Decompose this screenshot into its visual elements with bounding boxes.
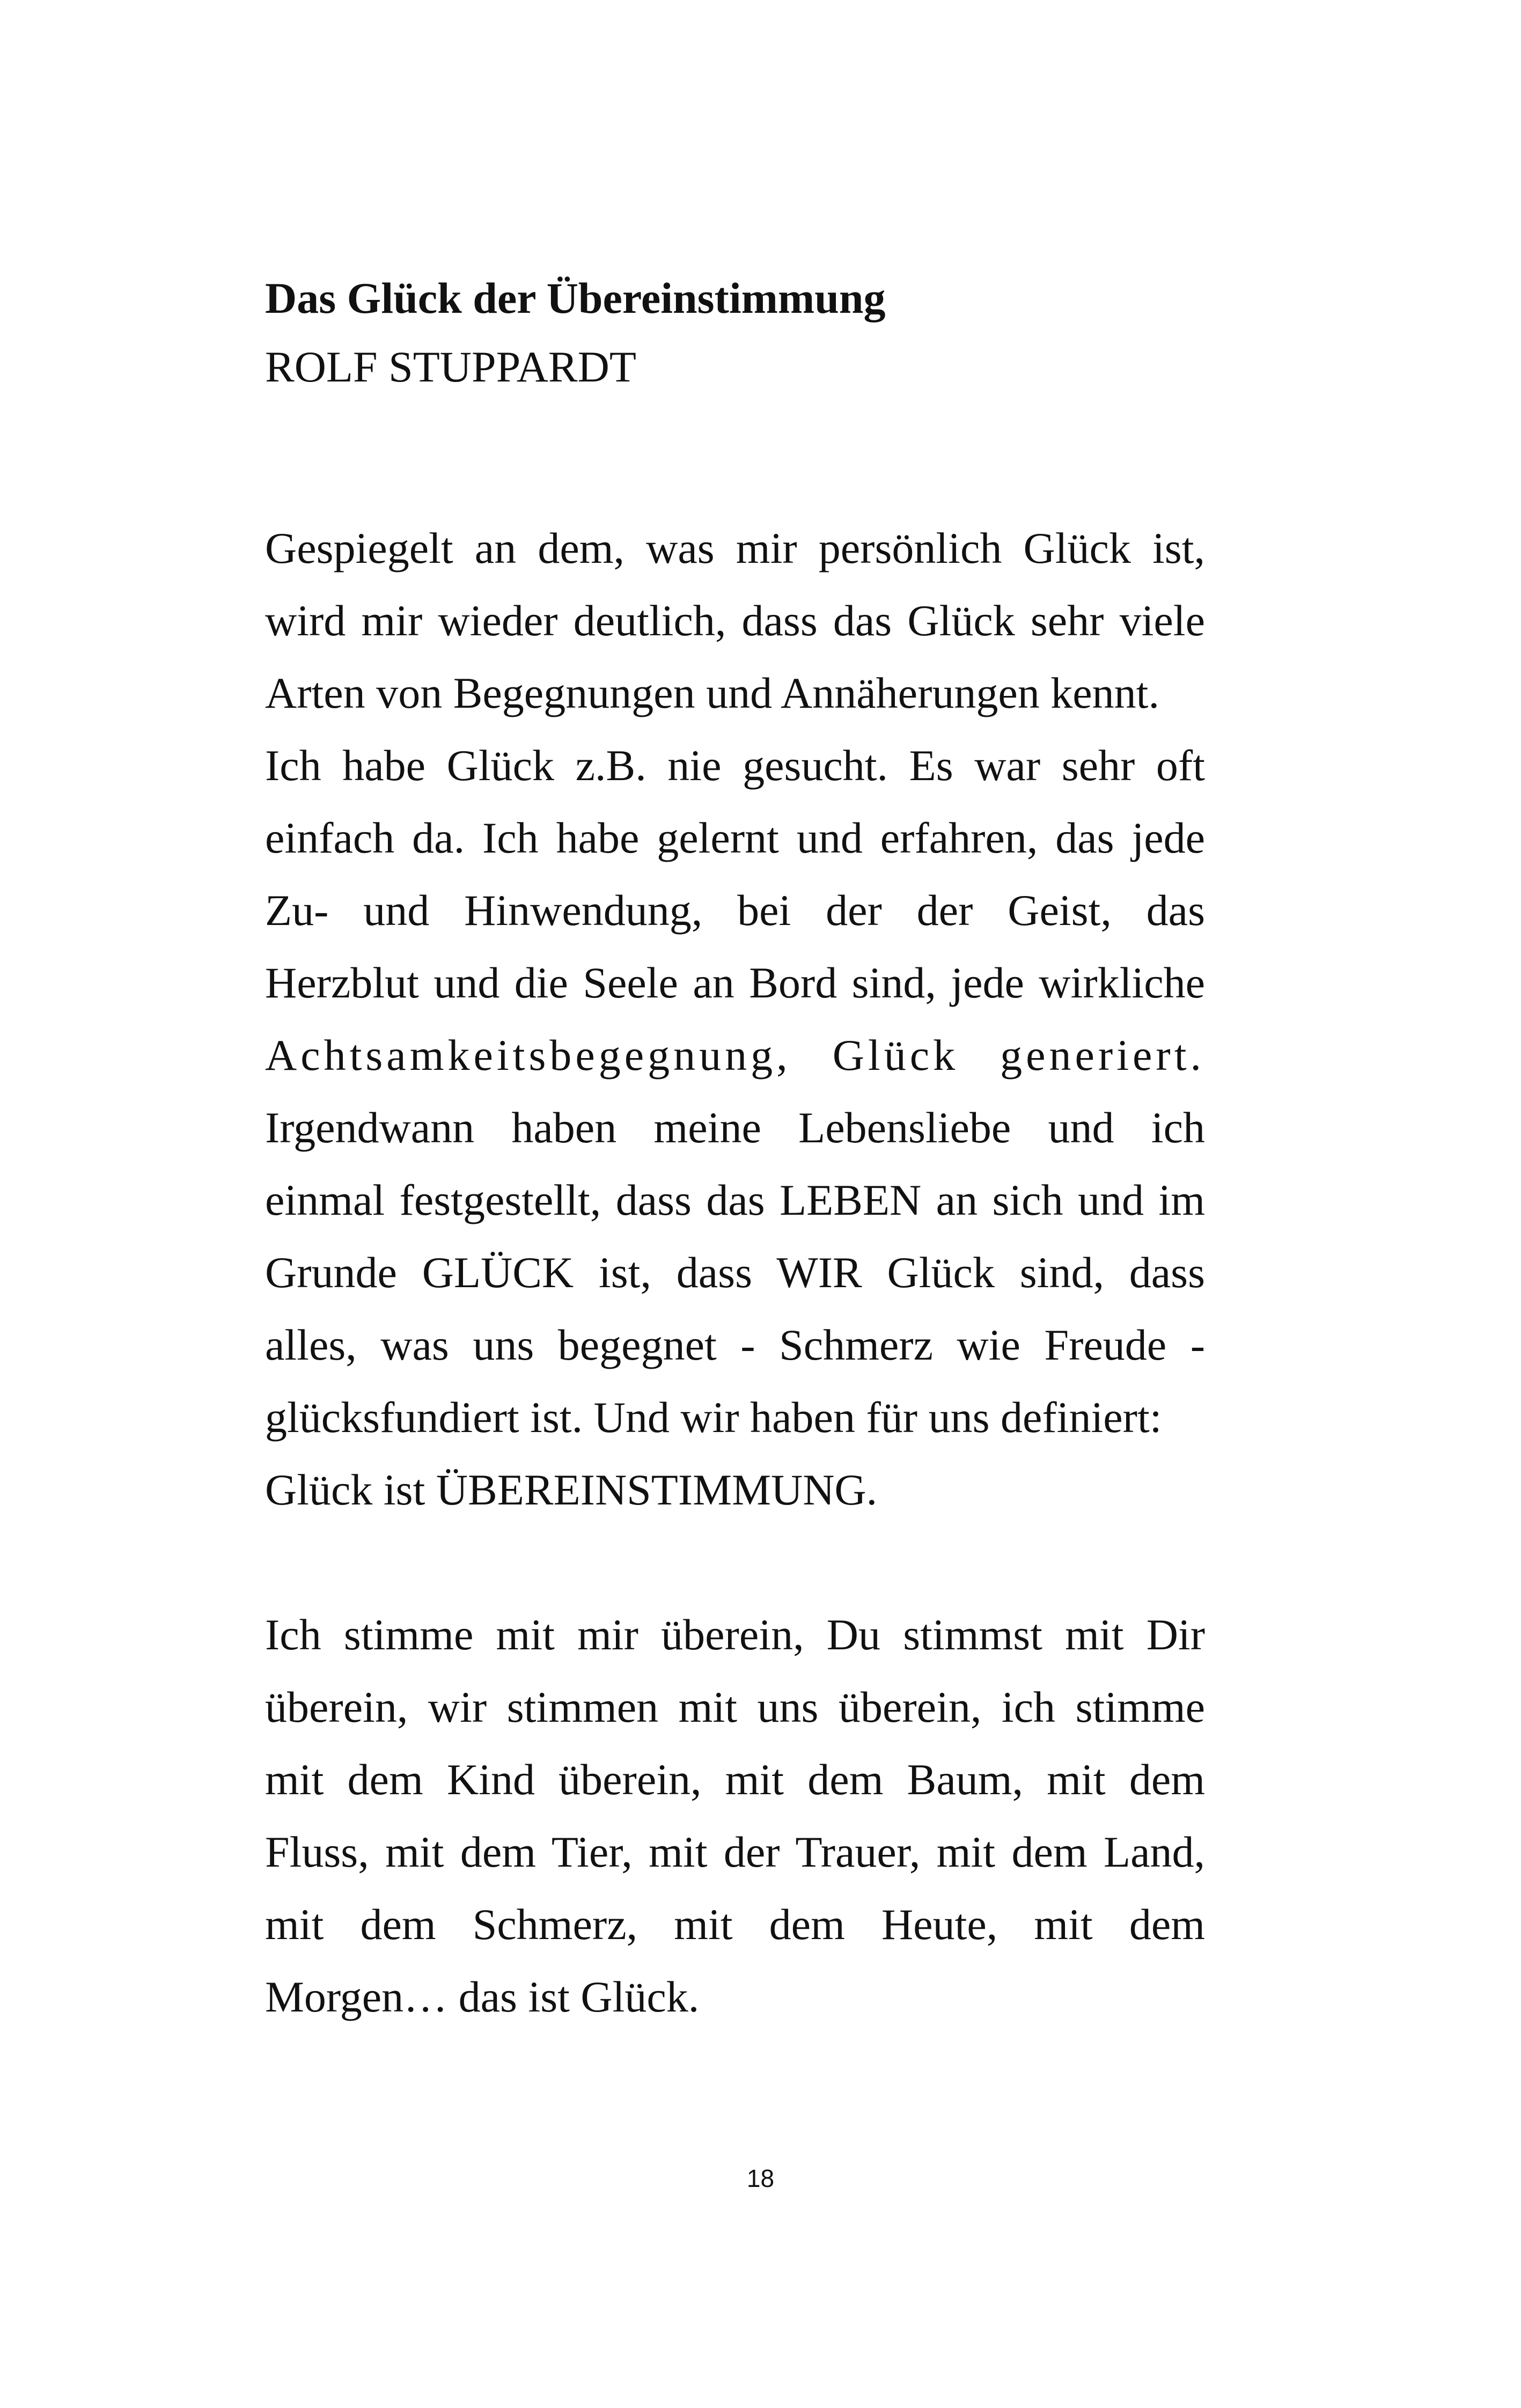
paragraph-line: einfach da. Ich habe gelernt und erfahren, das jede [265,813,1205,862]
paragraph-line: überein, wir stimmen mit uns überein, ich stimme [265,1683,1205,1731]
paragraph-line: Zu- und Hinwendung, bei der der Geist, das [265,886,1205,935]
article-author: ROLF STUPPARDT [265,342,636,391]
page-number: 18 [746,2164,775,2192]
article-title: Das Glück der Übereinstimmung [265,274,886,322]
paragraph-line: Irgendwann haben meine Lebensliebe und ich [265,1103,1205,1152]
paragraph-line: Fluss, mit dem Tier, mit der Trauer, mit dem Land, [265,1827,1205,1876]
paragraph-2 [265,1598,1205,2033]
paragraph-line: Ich habe Glück z.B. nie gesucht. Es war sehr oft [265,741,1205,790]
paragraph-line: einmal festgestellt, dass das LEBEN an sich und im [265,1176,1205,1224]
paragraph-line: wird mir wieder deutlich, dass das Glück sehr viele [265,596,1205,645]
paragraph-line: Glück ist ÜBEREINSTIMMUNG. [265,1465,878,1514]
paragraph-line: Gespiegelt an dem, was mir persönlich Glück ist, [265,524,1205,572]
paragraph-line: Achtsamkeitsbegegnung, Glück generiert. [265,1031,1205,1080]
paragraph-line: Herzblut und die Seele an Bord sind, jede wirkliche [265,958,1205,1007]
text-column [265,268,1205,2033]
paragraph-line: Arten von Begegnungen und Annäherungen kennt. [265,669,1159,717]
paragraph-line: mit dem Schmerz, mit dem Heute, mit dem [265,1900,1205,1949]
paragraph-line: Morgen… das ist Glück. [265,1972,700,2021]
paragraph-line: Ich stimme mit mir überein, Du stimmst mit Dir [265,1610,1205,1659]
paragraph-1 [265,512,1205,1526]
paragraph-line: alles, was uns begegnet - Schmerz wie Freude - [265,1320,1205,1369]
paragraph-line: mit dem Kind überein, mit dem Baum, mit dem [265,1755,1205,1804]
paragraph-line: glücksfundiert ist. Und wir haben für uns definiert: [265,1393,1162,1442]
paragraph-line: Grunde GLÜCK ist, dass WIR Glück sind, dass [265,1248,1205,1297]
